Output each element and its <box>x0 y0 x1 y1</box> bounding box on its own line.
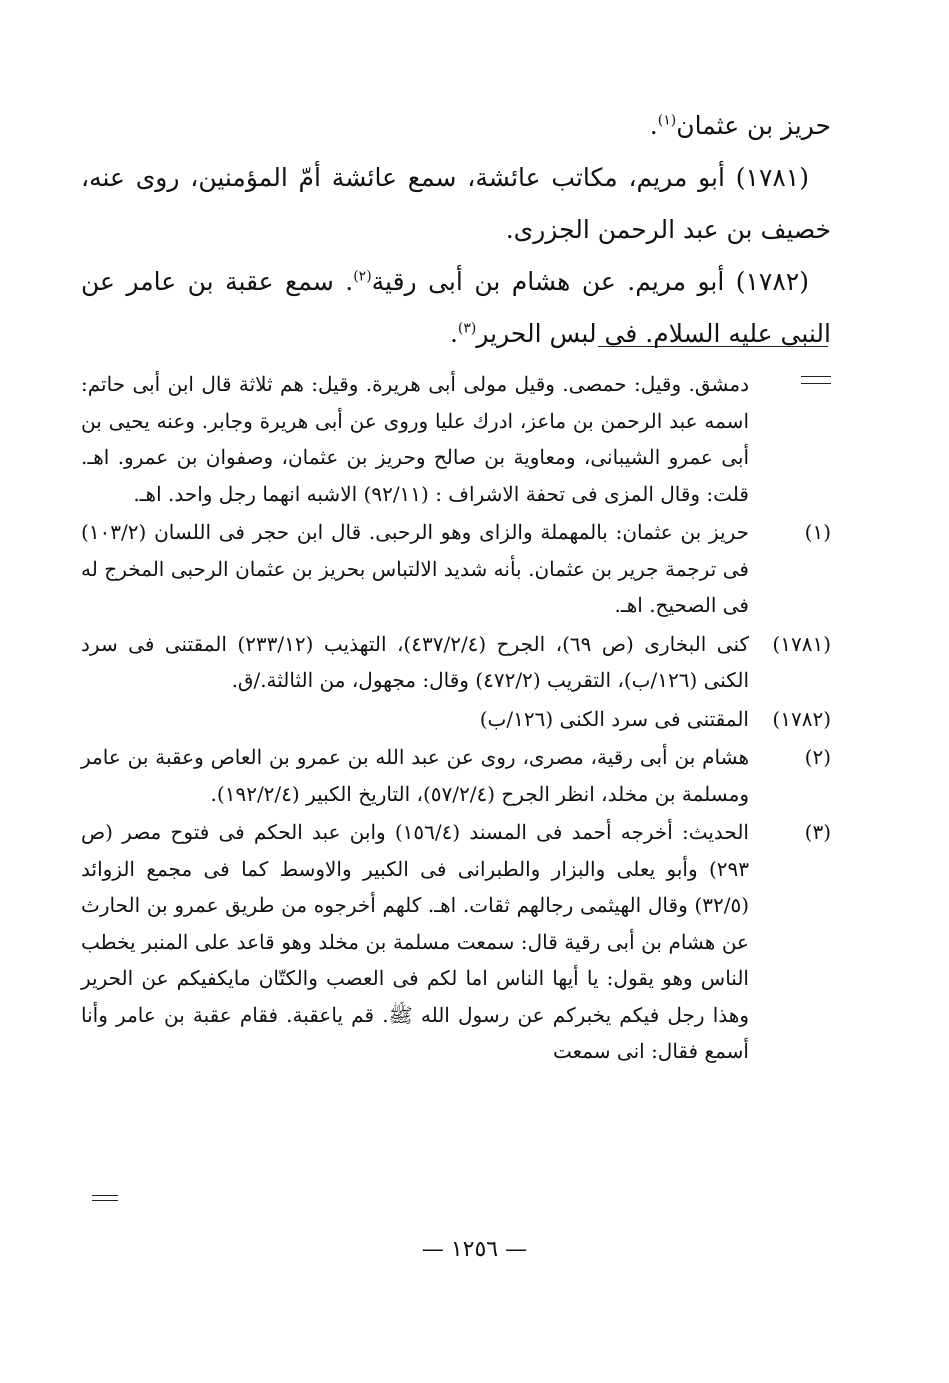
footnote-text: هشام بن أبى رقية، مصرى، روى عن عبد الله بن عمرو بن العاص وعقبة بن عامر ومسلمة بن مخلد، انظر الجرح (٥٧/٢/٤)، التاريخ الكبير (١٩٢/٢/٤). <box>81 745 749 806</box>
continuation-end-mark <box>92 1191 118 1201</box>
main-text <box>81 100 831 360</box>
footnote-1781 <box>81 626 831 699</box>
entry-1782-part-c: . <box>449 319 458 348</box>
footnotes <box>81 366 831 1072</box>
entry-1781: (١٧٨١) أبو مريم، مكاتب عائشة، سمع عائشة أمّ المؤمنين، روى عنه، خصيف بن عبد الرحمن الجزرى. <box>81 163 831 244</box>
entry-1782 <box>81 256 831 360</box>
footnote-separator <box>598 346 828 347</box>
entry-heading-line <box>81 100 831 152</box>
footnote-number: (٢) <box>804 745 831 769</box>
footnote-number: (١٧٨١) <box>772 631 831 656</box>
footnote-1 <box>81 514 831 624</box>
footnote-text: المقتنى فى سرد الكنى (١٢٦/ب) <box>479 706 749 731</box>
entry-1782-part-a: (١٧٨٢) أبو مريم. عن هشام بن أبى رقية <box>371 267 809 296</box>
footnote-ref-2: (٢) <box>353 268 372 285</box>
footnote-1782 <box>81 701 831 738</box>
page-number: — ١٢٥٦ — <box>421 1237 528 1262</box>
footnote-text: حريز بن عثمان: بالمهملة والزاى وهو الرحبى. قال ابن حجر فى اللسان (١٠٣/٢) فى ترجمة جرير بن عثمان. بأنه شديد الالتباس بحريز بن عثمان الرحبى المخرج له فى الصحيح. اهـ. <box>81 520 749 617</box>
footnote-ref-1: (١) <box>657 112 677 129</box>
footnote-2 <box>81 739 831 812</box>
continuation-mark <box>801 370 831 384</box>
footnote-number: (١) <box>804 520 831 544</box>
heading-text: حريز بن عثمان <box>676 111 831 140</box>
footnote-3 <box>81 814 831 1070</box>
footnote-text: كنى البخارى (ص ٦٩)، الجرح (٤٣٧/٢/٤)، التهذيب (٢٣٣/١٢) المقتنى فى سرد الكنى (١٢٦/ب)، التقريب (٤٧٢/٢) وقال: مجهول، من الثالثة./ق. <box>81 631 749 692</box>
heading-end: . <box>649 111 658 140</box>
footnote-continuation <box>81 366 831 512</box>
footnote-text: دمشق. وقيل: حمصى. وقيل مولى أبى هريرة. وقيل: هم ثلاثة قال ابن أبى حاتم: اسمه عبد الرحمن بن ماعز، ادرك عليا وروى عن أبى هريرة وجابر. وعنه يحيى بن أبى عمرو الشيبانى، ومعاوية بن صالح وحريز بن عثمان، وصفوان بن عمرو. اهـ. قلت: وقال المزى فى تحفة الاشراف : (٩٢/١١) الاشبه انهما رجل واحد. اهـ. <box>81 372 749 506</box>
footnote-text: الحديث: أخرجه أحمد فى المسند (١٥٦/٤) وابن عبد الحكم فى فتوح مصر (ص ٢٩٣) وأبو يعلى والبزار والطبرانى فى الكبير والاوسط كما فى مجمع الزوائد (٣٢/٥) وقال الهيثمى رجالهم ثقات. اهـ. كلهم أخرجوه من طريق عمرو بن الحارث عن هشام بن أبى رقية قال: سمعت مسلمة بن مخلد وهو قاعد على المنبر يخطب الناس وهو يقول: يا أيها الناس اما لكم فى العصب والكتّان مايكفيكم عن الحرير وهذا رجل فيكم يخبركم عن رسول الله ﷺ. قم ياعقبة. فقام عقبة بن عامر وأنا أسمع فقال: انى سمعت <box>81 820 749 1063</box>
entry-1782-part-b: . سمع عقبة بن عامر عن النبى عليه السلام. فى لبس الحرير <box>81 267 831 348</box>
footnote-ref-3: (٣) <box>457 320 477 337</box>
footnote-number: (١٧٨٢) <box>772 706 831 731</box>
footnote-number: (٣) <box>804 820 831 844</box>
